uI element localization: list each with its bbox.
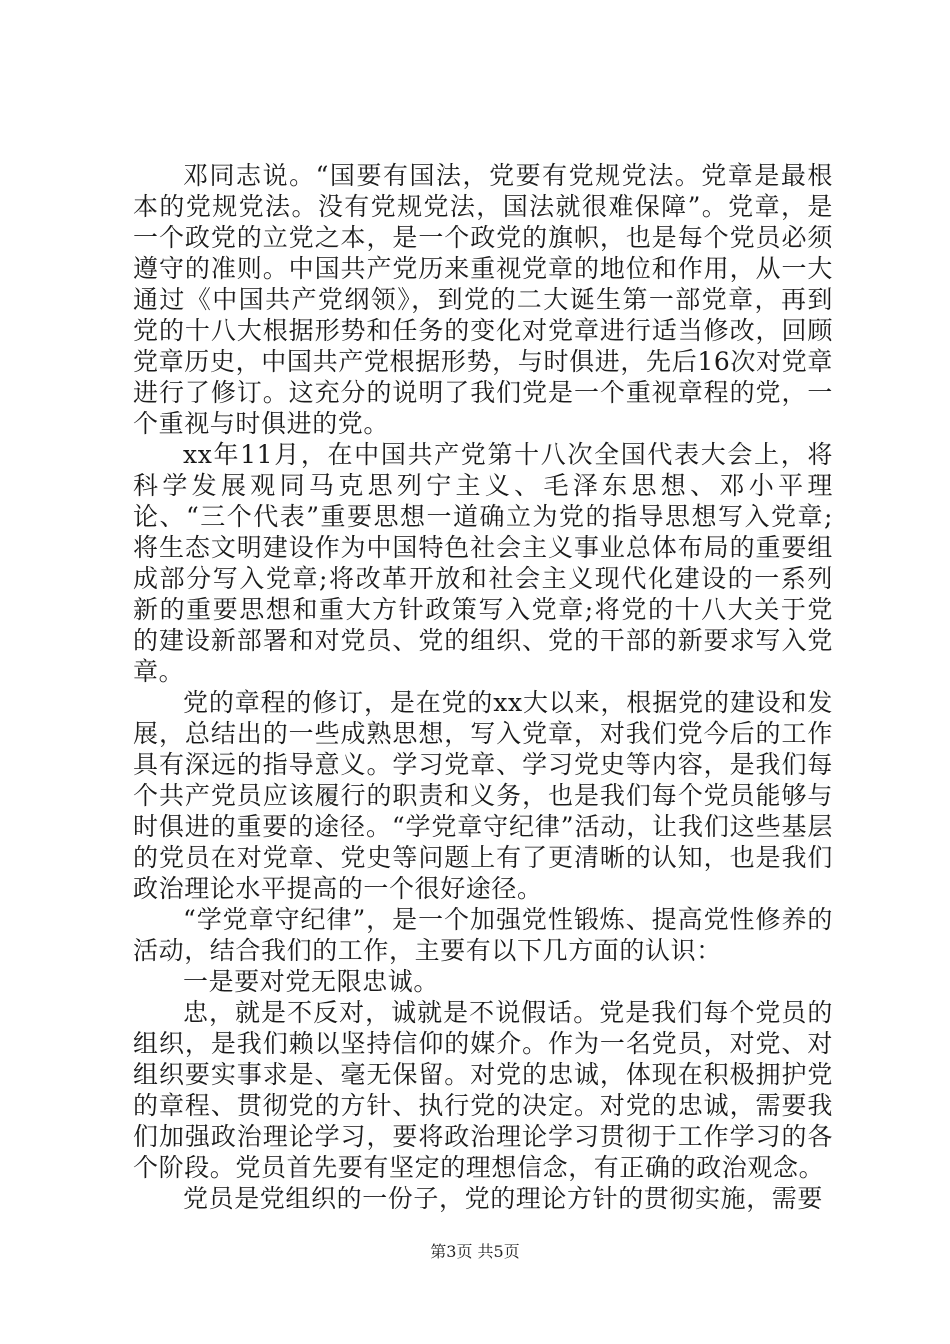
paragraph-6: 忠，就是不反对，诚就是不说假话。党是我们每个党员的组织，是我们赖以坚持信仰的媒介。作为一名党员，对党、对组织要实事求是、毫无保留。对党的忠诚，体现在积极拥护党的章程、贯彻党的方针、执行党的决定。对党的忠诚，需要我们加强政治理论学习，要将政治理论学习贯彻于工作学习的各个阶段。党员首先要有坚定的理想信念，有正确的政治观念。: [133, 998, 833, 1182]
page-number-footer: 第3页 共5页: [430, 1242, 520, 1261]
paragraph-3: 党的章程的修订，是在党的xx大以来，根据党的建设和发展，总结出的一些成熟思想，写入党章，对我们党今后的工作具有深远的指导意义。学习党章、学习党史等内容，是我们每个共产党员应该履行的职责和义务，也是我们每个党员能够与时俱进的重要的途径。“学党章守纪律”活动，让我们这些基层的党员在对党章、党史等问题上有了更清晰的认知，也是我们政治理论水平提高的一个很好途径。: [133, 688, 833, 903]
document-body: [133, 160, 833, 1214]
paragraph-2: xx年11月，在中国共产党第十八次全国代表大会上，将科学发展观同马克思列宁主义、毛泽东思想、邓小平理论、“三个代表”重要思想一道确立为党的指导思想写入党章;将生态文明建设作为中国特色社会主义事业总体布局的重要组成部分写入党章;将改革开放和社会主义现代化建设的一系列新的重要思想和重大方针政策写入党章;将党的十八大关于党的建设新部署和对党员、党的组织、党的干部的新要求写入党章。: [133, 440, 833, 686]
paragraph-1: 邓同志说。“国要有国法，党要有党规党法。党章是最根本的党规党法。没有党规党法，国法就很难保障”。党章，是一个政党的立党之本，是一个政党的旗帜，也是每个党员必须遵守的准则。中国共产党历来重视党章的地位和作用，从一大通过《中国共产党纲领》，到党的二大诞生第一部党章，再到党的十八大根据形势和任务的变化对党章进行适当修改，回顾党章历史，中国共产党根据形势，与时俱进，先后16次对党章进行了修订。这充分的说明了我们党是一个重视章程的党，一个重视与时俱进的党。: [133, 161, 833, 438]
paragraph-4: “学党章守纪律”，是一个加强党性锻炼、提高党性修养的活动，结合我们的工作，主要有以下几方面的认识：: [133, 905, 833, 965]
paragraph-7: 党员是党组织的一份子，党的理论方针的贯彻实施，需要: [183, 1184, 824, 1213]
paragraph-5: 一是要对党无限忠诚。: [183, 967, 440, 996]
